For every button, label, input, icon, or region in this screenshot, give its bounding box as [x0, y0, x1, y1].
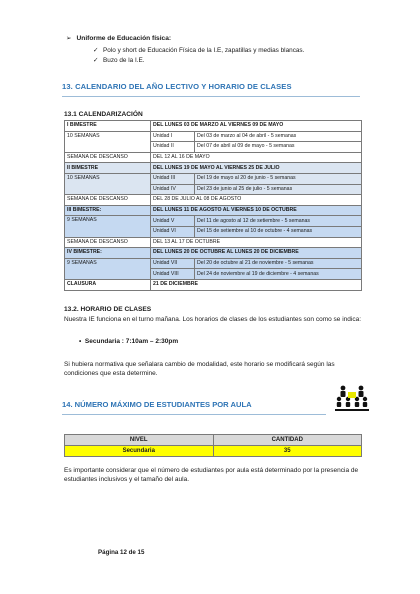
unit-dates: Del 24 de noviembre al 19 de diciembre - 4 semanas [195, 269, 362, 280]
rest-range: DEL 12 AL 16 DE MAYO [151, 152, 362, 163]
unit-dates: Del 03 de marzo al 04 de abril - 5 semanas [195, 131, 362, 142]
bimester-range: DEL LUNES 11 DE AGOSTO AL VIERNES 10 DE OCTUBRE [151, 205, 362, 216]
schedule-bullet [79, 338, 178, 345]
level-cell: Secundaria [65, 446, 214, 457]
uniform-item [93, 56, 145, 64]
calendar-table [64, 120, 362, 291]
bimester-range: DEL LUNES 20 DE OCTUBRE AL LUNES 20 DE DICIEMBRE [151, 248, 362, 259]
rest-label: SEMANA DE DESCANSO [65, 237, 151, 248]
header-quantity: CANTIDAD [213, 435, 362, 446]
table-row [65, 237, 362, 248]
header-level: NIVEL [65, 435, 214, 446]
table-row [65, 195, 362, 206]
table-row [65, 163, 362, 174]
page-number: Página 12 de 15 [98, 549, 145, 556]
unit-dates: Del 20 de octubre al 21 de noviembre - 5 semanas [195, 258, 362, 269]
table-row [65, 205, 362, 216]
table-row [65, 258, 362, 269]
bimester-range: DEL LUNES 19 DE MAYO AL VIERNES 25 DE JULIO [151, 163, 362, 174]
unit-label: Unidad V [151, 216, 195, 227]
unit-label: Unidad VII [151, 258, 195, 269]
table-header-row [65, 435, 362, 446]
bimester-label: III BIMESTRE: [65, 205, 151, 216]
unit-dates: Del 23 de junio al 25 de julio - 5 semanas [195, 184, 362, 195]
students-note: Es importante considerar que el número de estudiantes por aula está determinado por la presencia de estudiantes inclusivos y el tamaño del aula. [64, 467, 359, 484]
check-icon: ✓ [93, 57, 99, 64]
table-row [65, 121, 362, 132]
rest-label: SEMANA DE DESCANSO [65, 195, 151, 206]
bullet-icon: • [79, 338, 82, 345]
rest-range: DEL 13 AL 17 DE OCTUBRE [151, 237, 362, 248]
bimester-label: II BIMESTRE [65, 163, 151, 174]
section-14-title: 14. NÚMERO MÁXIMO DE ESTUDIANTES POR AULA [62, 400, 326, 415]
bimester-label: IV BIMESTRE: [65, 248, 151, 259]
unit-label: Unidad I [151, 131, 195, 142]
bimester-label: I BIMESTRE [65, 121, 151, 132]
unit-dates: Del 19 de mayo al 20 de junio - 5 semanas [195, 173, 362, 184]
table-row [65, 279, 362, 290]
calendarization-subtitle: 13.1 CALENDARIZACIÓN [64, 111, 143, 118]
schedule-note: Si hubiera normativa que señalara cambio de modalidad, este horario se modificará según las condiciones que esta determine. [64, 361, 335, 378]
section-13-title: 13. CALENDARIO DEL AÑO LECTIVO Y HORARIO DE CLASES [62, 82, 360, 97]
uniform-item [93, 46, 304, 54]
table-row [65, 446, 362, 457]
closing-label: CLAUSURA [65, 279, 151, 290]
schedule-subtitle: 13.2. HORARIO DE CLASES [64, 306, 152, 313]
unit-dates: Del 11 de agosto al 12 de setiembre - 5 semanas [195, 216, 362, 227]
bimester-weeks: 9 SEMANAS [65, 216, 151, 237]
unit-label: Unidad III [151, 173, 195, 184]
table-row [65, 131, 362, 142]
unit-label: Unidad VI [151, 226, 195, 237]
closing-date: 21 DE DICIEMBRE [151, 279, 362, 290]
quantity-cell: 35 [213, 446, 362, 457]
table-row [65, 248, 362, 259]
students-per-class-table [64, 434, 362, 457]
unit-label: Unidad VIII [151, 269, 195, 280]
rest-range: DEL 28 DE JULIO AL 08 DE AGOSTO [151, 195, 362, 206]
uniform-title: Uniforme de Educación física: [76, 35, 172, 42]
schedule-paragraph: Nuestra IE funciona en el turno mañana. Los horarios de clases de los estudiantes son como se indica: [64, 316, 362, 323]
bimester-weeks: 10 SEMANAS [65, 131, 151, 152]
unit-label: Unidad II [151, 142, 195, 153]
uniform-item-text: Buzo de la I.E. [103, 57, 145, 64]
unit-label: Unidad IV [151, 184, 195, 195]
check-icon: ✓ [93, 47, 99, 54]
table-row [65, 152, 362, 163]
table-row [65, 216, 362, 227]
bimester-weeks: 9 SEMANAS [65, 258, 151, 279]
classroom-people-icon [334, 384, 370, 414]
uniform-heading [66, 34, 171, 42]
schedule-hours: Secundaria : 7:10am – 2:30pm [84, 338, 179, 345]
bimester-weeks: 10 SEMANAS [65, 173, 151, 194]
unit-dates: Del 07 de abril al 09 de mayo - 5 semanas [195, 142, 362, 153]
table-row [65, 173, 362, 184]
bimester-range: DEL LUNES 03 DE MARZO AL VIERNES 09 DE MAYO [151, 121, 362, 132]
arrow-bullet-icon: ➢ [66, 35, 72, 42]
unit-dates: Del 15 de setiembre al 10 de octubre - 4 semanas [195, 226, 362, 237]
rest-label: SEMANA DE DESCANSO [65, 152, 151, 163]
uniform-item-text: Polo y short de Educación Física de la I.E, zapatillas y medias blancas. [103, 47, 305, 54]
